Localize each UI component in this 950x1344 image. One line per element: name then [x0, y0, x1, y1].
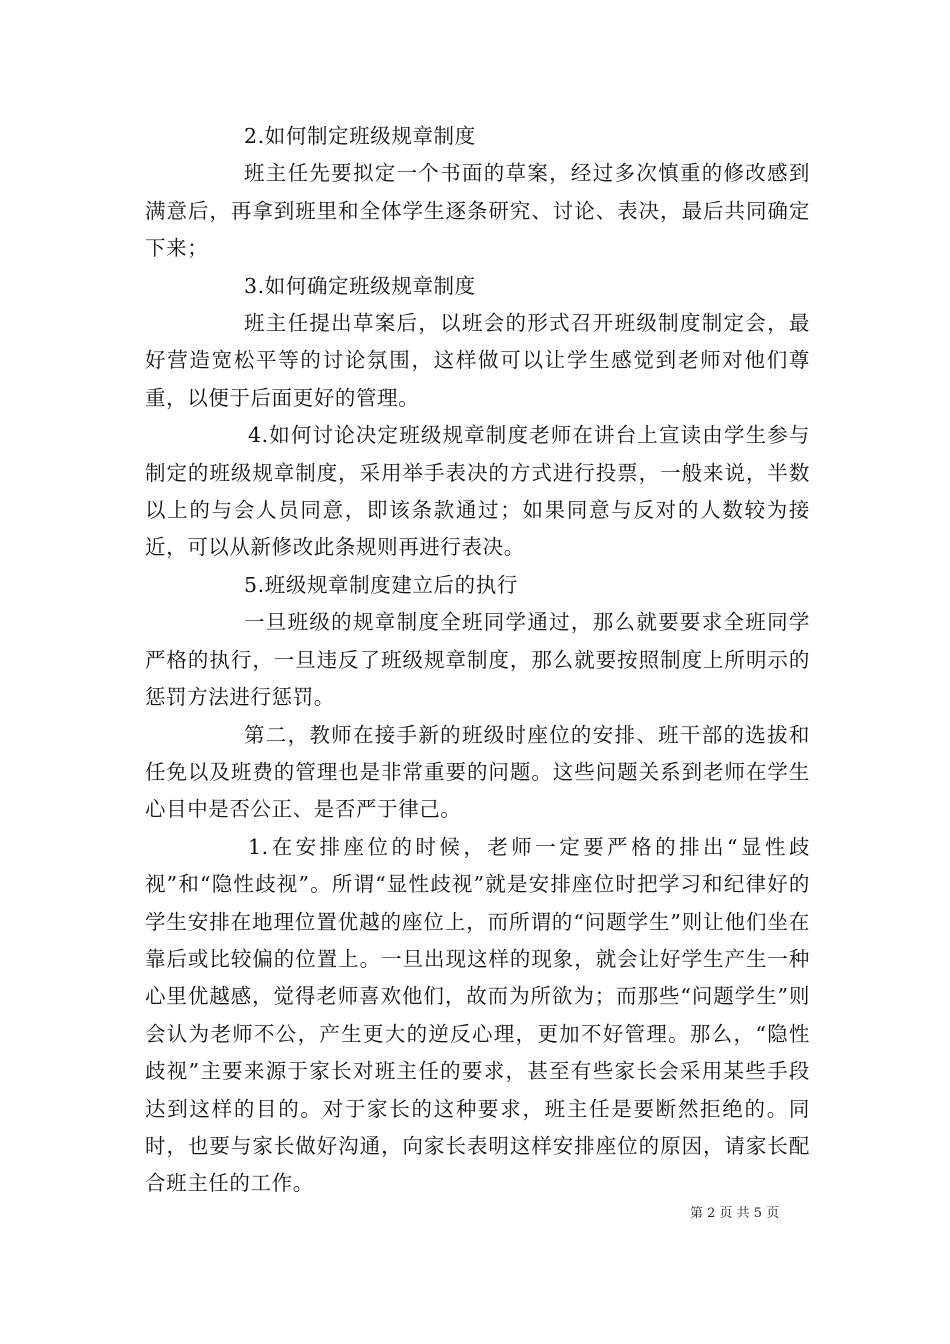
page-number: 第 2 页 共 5 页	[690, 1206, 780, 1221]
heading-5-execution: 5.班级规章制度建立后的执行	[244, 572, 518, 597]
heading-2-formulate-rules: 2.如何制定班级规章制度	[244, 124, 476, 148]
paragraph-class-meeting: 班主任提出草案后，以班会的形式召开班级制度制定会，最好营造宽松平等的讨论氛围，这样做可以让学生感觉到老师对他们尊重，以便于后面更好的管理。	[145, 311, 810, 410]
paragraph-seat-arrangement: 1.在安排座位的时候，老师一定要严格的排出“显性歧视”和“隐性歧视”。所谓“显性歧视”就是安排座位时把学习和纪律好的学生安排在地理位置优越的座位上，而所谓的“问题学生”则让他们坐在靠后或比较偏的位置上。一旦出现这样的现象，就会让好学生产生一种心里优越感，觉得老师喜欢他们，故而为所欲为；而那些“问题学生”则会认为老师不公，产生更大的逆反心理，更加不好管理。那么，“隐性歧视”主要来源于家长对班主任的要求，甚至有些家长会采用某些手段达到这样的目的。对于家长的这种要求，班主任是要断然拒绝的。同时，也要与家长做好沟通，向家长表明这样安排座位的原因，请家长配合班主任的工作。	[145, 834, 810, 1196]
paragraph-execution: 一旦班级的规章制度全班同学通过，那么就要要求全班同学严格的执行，一旦违反了班级规章制度，那么就要按照制度上所明示的惩罚方法进行惩罚。	[145, 610, 810, 710]
document-body	[145, 118, 810, 1203]
paragraph-draft-process: 班主任先要拟定一个书面的草案，经过多次慎重的修改感到满意后，再拿到班里和全体学生逐条研究、讨论、表决，最后共同确定下来；	[145, 161, 810, 261]
paragraph-4-discuss-decide: 4.如何讨论决定班级规章制度老师在讲台上宣读由学生参与制定的班级规章制度，采用举手表决的方式进行投票，一般来说，半数以上的与会人员同意，即该条款通过；如果同意与反对的人数较为接近，可以从新修改此条规则再进行表决。	[145, 423, 810, 560]
paragraph-second-point: 第二，教师在接手新的班级时座位的安排、班干部的选拔和任免以及班费的管理也是非常重要的问题。这些问题关系到老师在学生心目中是否公正、是否严于律己。	[145, 722, 810, 822]
heading-3-confirm-rules: 3.如何确定班级规章制度	[244, 273, 476, 298]
